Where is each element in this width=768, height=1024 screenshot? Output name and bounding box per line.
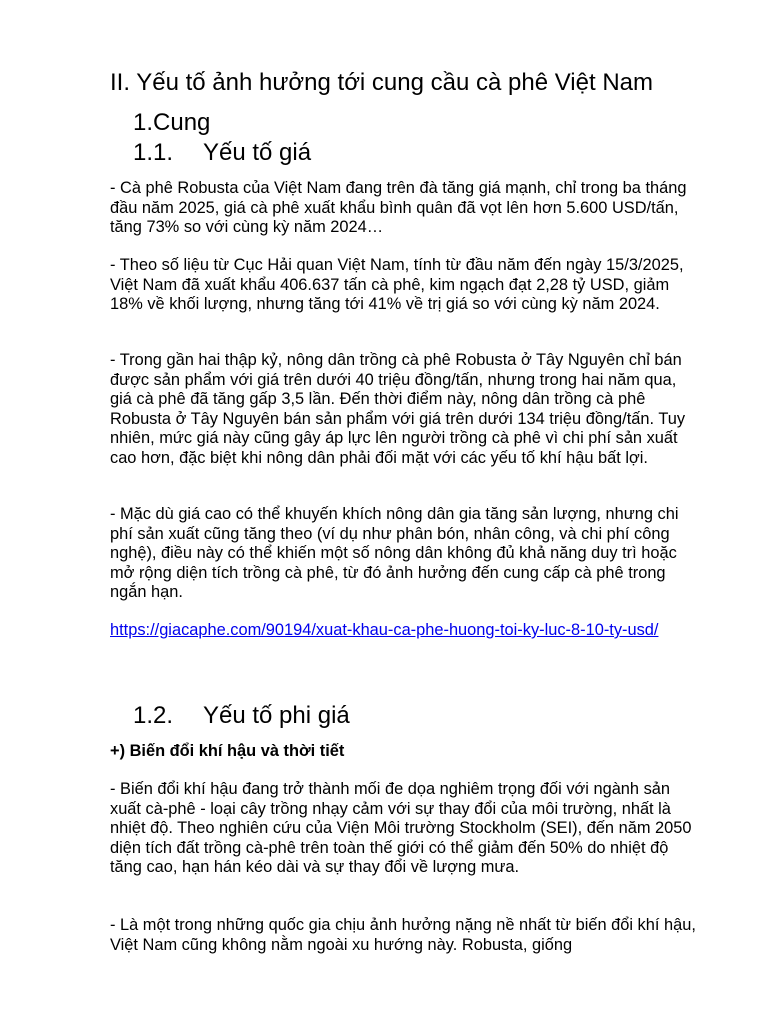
section-number: 1.2. <box>133 702 174 729</box>
main-heading: II. Yếu tố ảnh hưởng tới cung cầu cà phê Việt Nam <box>110 69 653 96</box>
paragraph-climate-threat: - Biến đổi khí hậu đang trở thành mối đe dọa nghiêm trọng đối với ngành sản xuất cà-phê - loại cây trồng nhạy cảm với sự thay đổi của môi trường, nhất là nhiệt độ. Theo nghiên cứu của Viện Môi trường Stockholm (SEI), đến năm 2050 diện tích đất trồng cà-phê trên toàn thế giới có thể giảm đến 50% do nhiệt độ tăng cao, hạn hán kéo dài và sự thay đổi về lượng mưa. <box>110 780 692 876</box>
section-heading-price-factor <box>133 138 311 168</box>
paragraph-vietnam-impact: - Là một trong những quốc gia chịu ảnh hưởng nặng nề nhất từ biến đổi khí hậu, Việt Nam cũng không nằm ngoài xu hướng này. Robusta, giống <box>110 916 696 954</box>
section-heading-supply <box>133 108 210 138</box>
paragraph-customs-data: - Theo số liệu từ Cục Hải quan Việt Nam, tính từ đầu năm đến ngày 15/3/2025, Việt Nam đã xuất khẩu 406.637 tấn cà phê, kim ngạch đạt 2,28 tỷ USD, giảm 18% về khối lượng, nhưng tăng tới 41% về trị giá so với cùng kỳ năm 2024. <box>110 256 684 313</box>
source-link-wrapper <box>110 621 702 641</box>
paragraph-robusta-price: - Cà phê Robusta của Việt Nam đang trên đà tăng giá mạnh, chỉ trong ba tháng đầu năm 2025, giá cà phê xuất khẩu bình quân đã vọt lên hơn 5.600 USD/tấn, tăng 73% so với cùng kỳ năm 2024… <box>110 179 687 236</box>
section-heading-non-price-factor <box>133 701 350 731</box>
section-title: Cung <box>153 109 211 136</box>
paragraph-production-cost: - Mặc dù giá cao có thể khuyến khích nông dân gia tăng sản lượng, nhưng chi phí sản xuất cũng tăng theo (ví dụ như phân bón, nhân công, và chi phí công nghệ), điều này có thể khiến một số nông dân không đủ khả năng duy trì hoặc mở rộng diện tích trồng cà phê, từ đó ảnh hưởng đến cung cấp cà phê trong ngắn hạn. <box>110 505 679 601</box>
sub-heading-climate: +) Biến đổi khí hậu và thời tiết <box>110 742 345 760</box>
section-number: 1.1. <box>133 139 174 166</box>
section-title: Yếu tố giá <box>203 139 312 166</box>
section-title: Yếu tố phi giá <box>203 702 350 729</box>
section-number: 1. <box>133 109 154 136</box>
source-link[interactable]: https://giacaphe.com/90194/xuat-khau-ca-phe-huong-toi-ky-luc-8-10-ty-usd/ <box>110 621 659 639</box>
paragraph-farmer-income: - Trong gần hai thập kỷ, nông dân trồng cà phê Robusta ở Tây Nguyên chỉ bán được sản phẩm với giá trên dưới 40 triệu đồng/tấn, nhưng trong hai năm qua, giá cà phê đã tăng gấp 3,5 lần. Đến thời điểm này, nông dân trồng cà phê Robusta ở Tây Nguyên bán sản phẩm với giá trên dưới 134 triệu đồng/tấn. Tuy nhiên, mức giá này cũng gây áp lực lên người trồng cà phê vì chi phí sản xuất cao hơn, đặc biệt khi nông dân phải đối mặt với các yếu tố khí hậu bất lợi. <box>110 351 686 467</box>
